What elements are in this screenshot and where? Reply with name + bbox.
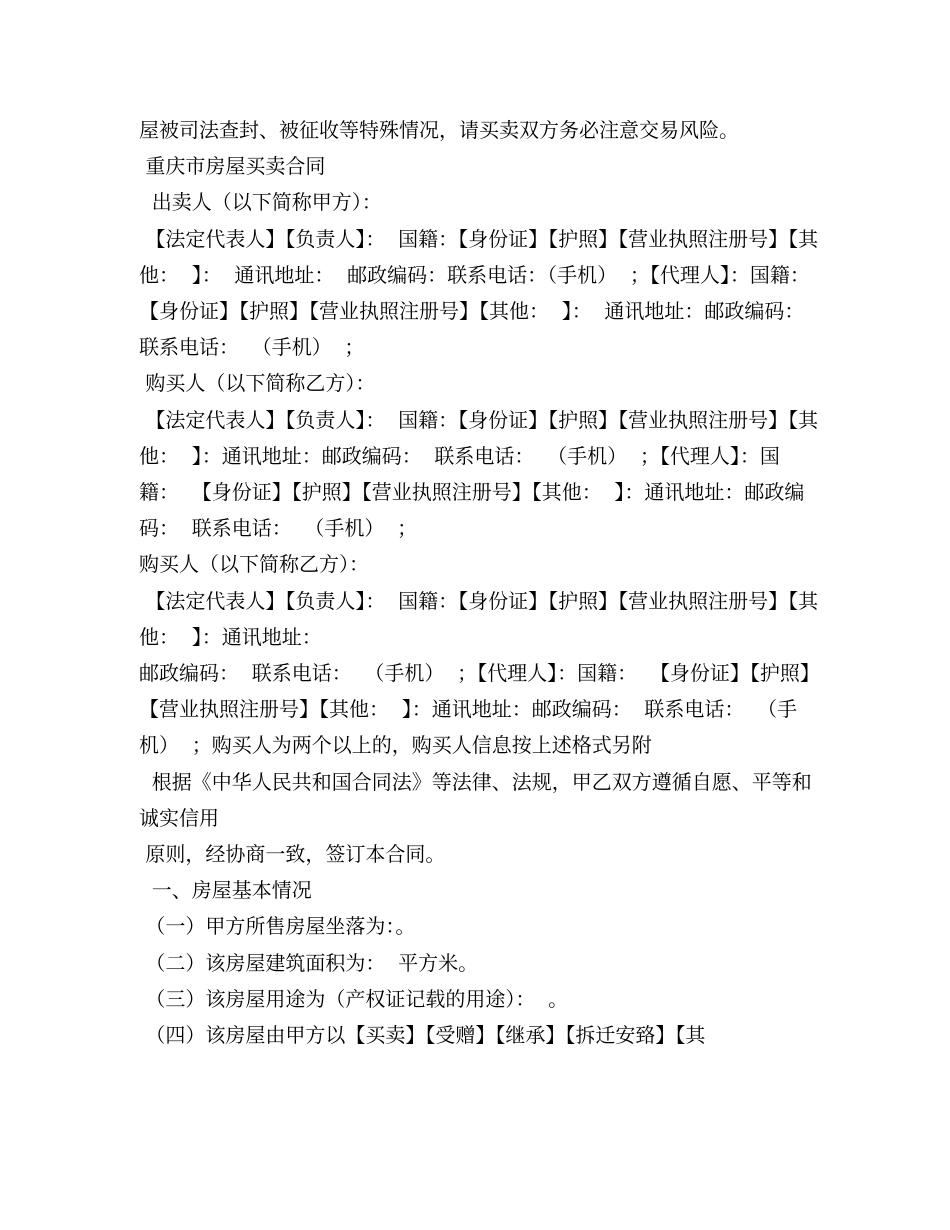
clause-1-3: （三）该房屋用途为（产权证记载的用途）： 。 [139, 986, 569, 1011]
seller-heading: 出卖人（以下简称甲方）： [139, 190, 382, 215]
legal-basis: 根据《中华人民共和国合同法》等法律、法规，甲乙双方遵循自愿、平等和诚实信用 [139, 769, 812, 830]
section-heading-1: 一、房屋基本情况 [139, 878, 312, 903]
seller-info: 【法定代表人】【负责人】： 国籍：【身份证】【护照】【营业执照注册号】【其他： 】： 通讯地址： 邮政编码：联系电话：（手机） ；【代理人】：国籍： 【身份证】【护照】【营业执照注册号】【其他： 】： 通讯地址：邮政编码： 联系电话： （手机） ； [139, 226, 823, 360]
buyer-heading-2: 购买人（以下简称乙方）： [139, 552, 369, 577]
paragraph-risk-notice: 屋被司法查封、被征收等特殊情况，请买卖双方务必注意交易风险。 [139, 118, 739, 142]
buyer-heading: 购买人（以下简称乙方）： [139, 371, 376, 396]
buyer-info-2b: 邮政编码： 联系电话： （手机） ；【代理人】：国籍： 【身份证】【护照】【营业执照注册号】【其他： 】：通讯地址：邮政编码： 联系电话： （手机） ；购买人为两个以上的，购买人信息按上述格式另附 [139, 661, 810, 758]
buyer-info: 【法定代表人】【负责人】： 国籍：【身份证】【护照】【营业执照注册号】【其他： 】：通讯地址：邮政编码： 联系电话： （手机） ；【代理人】：国籍： 【身份证】【护照】【营业执照注册号】【其他： 】：通讯地址：邮政编码： 联系电话： （手机） ； [139, 407, 819, 541]
contract-title: 重庆市房屋买卖合同 [139, 154, 326, 179]
buyer-info-2a: 【法定代表人】【负责人】： 国籍：【身份证】【护照】【营业执照注册号】【其他： 】：通讯地址： [139, 588, 819, 649]
clause-1-4: （四）该房屋由甲方以【买卖】【受赠】【继承】【拆迁安臵】【其 [139, 1023, 706, 1048]
clause-1-2: （二）该房屋建筑面积为： 平方米。 [139, 950, 479, 975]
document-body [139, 112, 823, 1053]
principle-sentence: 原则，经协商一致，签订本合同。 [139, 842, 446, 867]
clause-1-1: （一）甲方所售房屋坐落为：。 [139, 914, 416, 939]
